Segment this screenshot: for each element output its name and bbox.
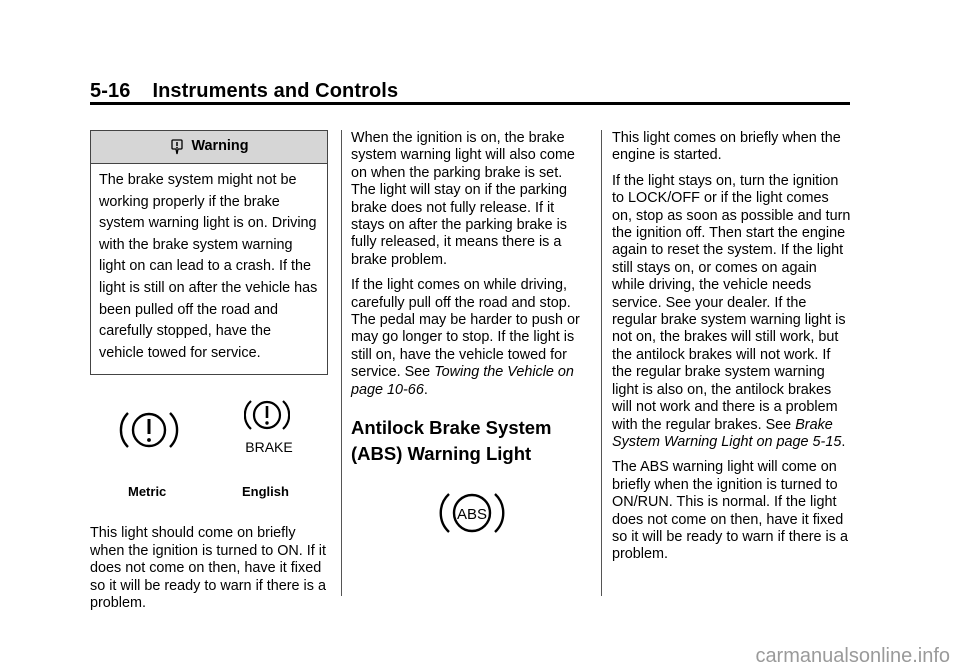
metric-caption: Metric [128,484,167,500]
col3-paragraph-2: If the light stays on, turn the ignition to LOCK/OFF or if the light comes on, stop as soon as possible and turn the ignition off. Then start the engine again to reset the system. If the light still stays on, or comes on again while driving, the vehicle needs service. See your dealer. If the regular brake system warning light is not on, the brakes will still work, but the antilock brakes will not work. If the regular brake system warning light is also on, the antilock brakes will not work and there is a problem with the regular brakes. See Brake System Warning Light on page 5-15. [612,172,851,450]
col2-paragraph-2: If the light comes on while driving, carefully pull off the road and stop. The pedal may be harder to push or may go longer to stop. If the light is still on, have the vehicle towed for service. See Towing the Vehicle on page 10-66. [351,277,580,398]
column-divider-1 [341,130,342,596]
warning-body: The brake system might not be working properly if the brake system warning light is on. Driving with the brake system warning light on can lead to a crash. If the light is still on after the vehicle has been pulled off the road and carefully stopped, have the vehicle towed for service. [99,172,318,361]
page-header [90,80,398,103]
brake-icons [90,385,330,525]
english-caption: English [242,484,289,500]
section-number: 5-16 [90,80,131,102]
col3-paragraph-1: This light comes on briefly when the engine is started. [612,130,841,164]
brake-icon-label: BRAKE [245,439,293,456]
col2-paragraph-1: When the ignition is on, the brake system warning light will also come on when the parking brake is set. The light will stay on if the parking brake does not fully release. If it stays on after the parking brake is fully released, it means there is a brake problem. [351,130,575,268]
abs-icon-text: ABS [456,506,488,524]
col3-paragraph-3: The ABS warning light will come on briefly when the ignition is turned to ON/RUN. This is normal. If the light does not come on then, have it fixed so it will be ready to warn if there is a problem. [612,459,848,563]
col1-paragraph-1: This light should come on briefly when the ignition is turned to ON. If it does not come on then, have it fixed so it will be ready to warn if there is a problem. [90,525,326,611]
warning-title: Warning [191,138,249,155]
header-rule [90,102,850,105]
brake-warning-english-icon [244,395,290,437]
abs-section-title: Antilock Brake System (ABS) Warning Light [351,417,552,465]
column-2 [351,130,587,545]
watermark: carmanualsonline.info [755,645,950,667]
column-1 [90,130,330,620]
warning-triangle-icon [169,139,185,155]
abs-icon-wrap [351,487,587,544]
section-title: Instruments and Controls [152,80,399,102]
abs-warning-icon [439,487,505,539]
warning-header [91,131,327,164]
column-3 [612,130,852,572]
warning-box [90,130,328,375]
towing-reference-link[interactable]: Towing the Vehicle on page 10-66 [351,364,574,398]
brake-warning-metric-icon [118,405,180,455]
column-divider-2 [601,130,602,596]
brake-system-reference-link[interactable]: Brake System Warning Light on page 5-15 [612,416,842,450]
